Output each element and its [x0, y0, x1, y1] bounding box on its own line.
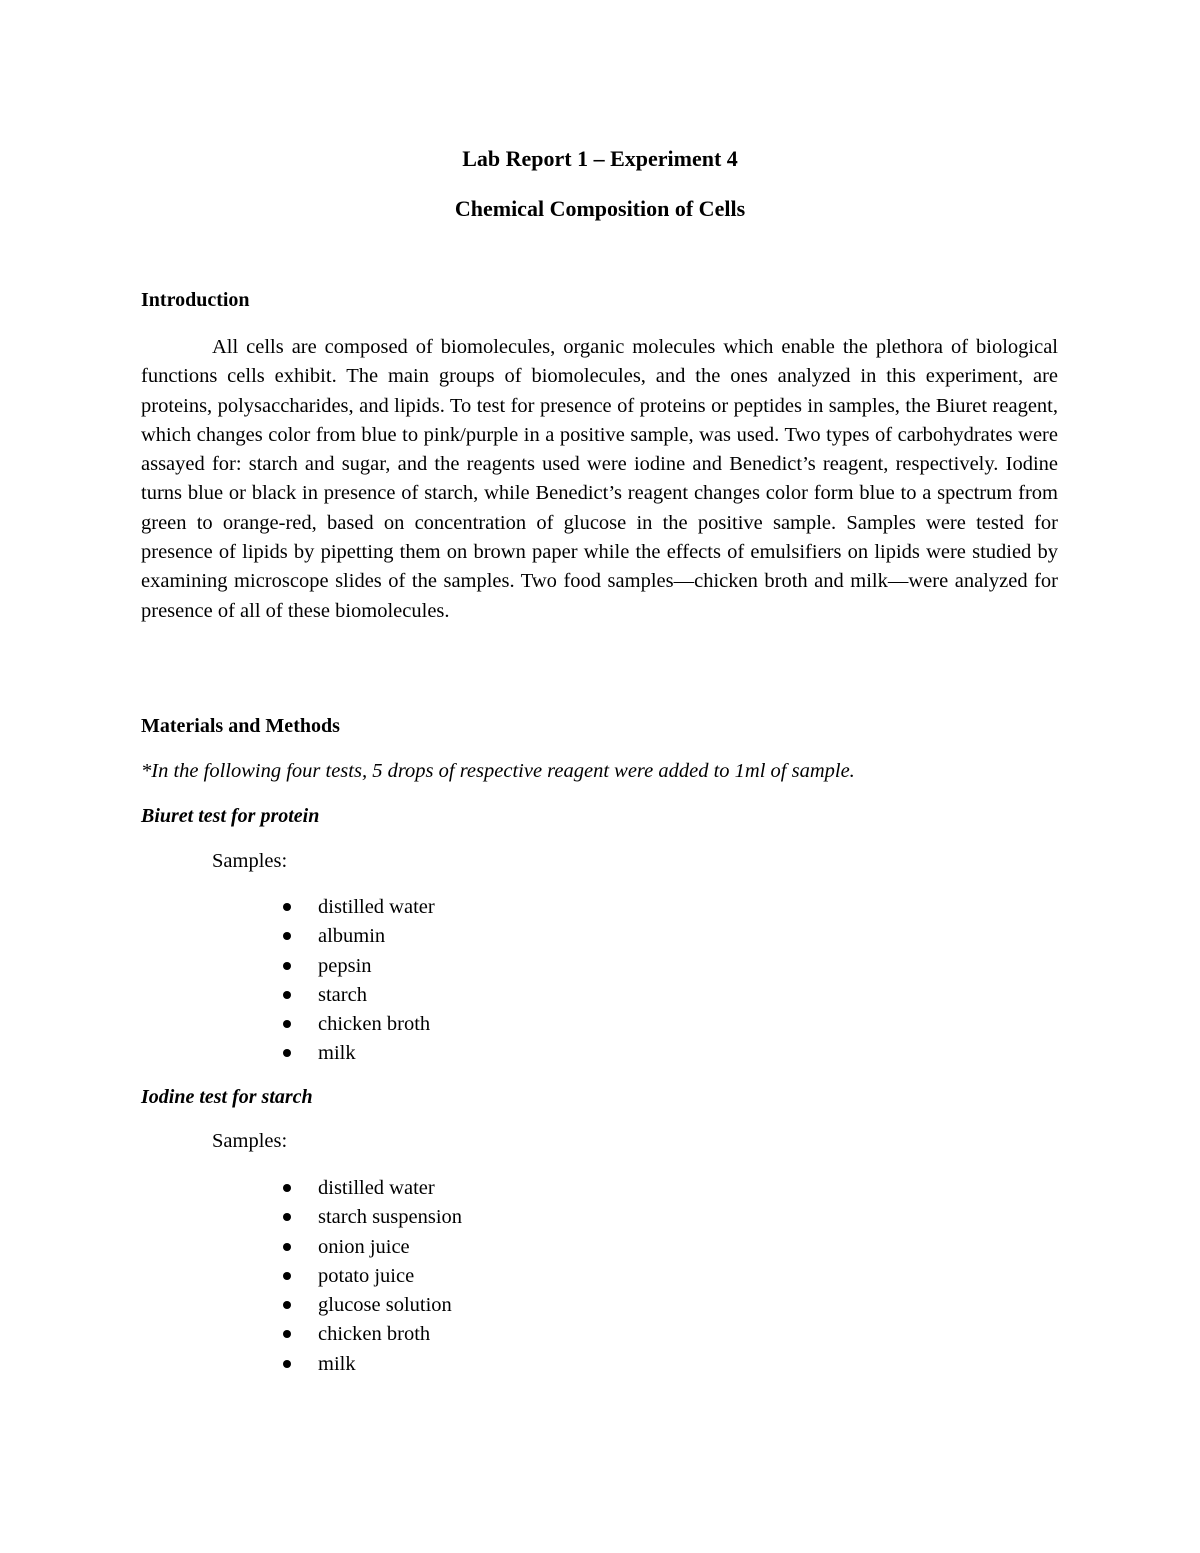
- list-item-label: chicken broth: [318, 1013, 431, 1036]
- list-item-label: distilled water: [318, 896, 435, 918]
- bullet-icon: [283, 1360, 291, 1368]
- list-item-label: albumin: [318, 925, 386, 948]
- document-subtitle: Chemical Composition of Cells: [454, 196, 746, 221]
- bullet-icon: [283, 1301, 291, 1309]
- list-item-label: pepsin: [318, 954, 372, 977]
- list-item: [283, 922, 435, 951]
- list-item-label: distilled water: [318, 1177, 435, 1199]
- materials-methods-heading: Materials and Methods: [141, 715, 340, 737]
- list-item-label: chicken broth: [318, 1323, 431, 1346]
- list-item-label: starch: [318, 983, 367, 1006]
- list-item: [283, 1262, 462, 1291]
- list-item-label: onion juice: [318, 1235, 410, 1258]
- list-item: [283, 1350, 462, 1379]
- list-item: [283, 1203, 462, 1232]
- bullet-icon: [283, 932, 291, 940]
- list-item: [283, 1291, 462, 1320]
- introduction-paragraph: All cells are composed of biomolecules, organic molecules which enable the plethora of biological functions cells exhibit. The main groups of biomolecules, and the ones analyzed in this experiment, are proteins, polysaccharides, and lipids. To test for presence of proteins or peptides in samples, the Biuret reagent, which changes color from blue to pink/purple in a positive sample, was used. Two types of carbohydrates were assayed for: starch and sugar, and the reagents used were iodine and Benedict’s reagent, respectively. Iodine turns blue or black in presence of starch, while Benedict’s reagent changes color form blue to a spectrum from green to orange-red, based on concentration of glucose in the positive sample. Samples were tested for presence of lipids by pipetting them on brown paper while the effects of emulsifiers on lipids were studied by examining microscope slides of the samples. Two food samples—chicken broth and milk—were analyzed for presence of all of these biomolecules.: [141, 336, 1058, 622]
- biuret-sample-list: [283, 893, 435, 1069]
- iodine-samples-label: Samples:: [212, 1130, 288, 1152]
- list-item-label: potato juice: [318, 1264, 415, 1287]
- bullet-icon: [283, 1020, 291, 1028]
- bullet-icon: [283, 1213, 291, 1221]
- list-item: [283, 981, 435, 1010]
- bullet-icon: [283, 991, 291, 999]
- list-item-label: starch suspension: [318, 1206, 463, 1229]
- introduction-heading: Introduction: [141, 289, 250, 311]
- list-item: [283, 1233, 462, 1262]
- document-title: Lab Report 1 – Experiment 4: [462, 146, 738, 171]
- list-item: [283, 1010, 435, 1039]
- list-item: [283, 952, 435, 981]
- bullet-icon: [283, 1272, 291, 1280]
- bullet-icon: [283, 1184, 291, 1192]
- list-item: [283, 1039, 435, 1068]
- list-item: [283, 893, 435, 922]
- biuret-samples-label: Samples:: [212, 850, 288, 872]
- list-item: [283, 1174, 462, 1203]
- list-item: [283, 1320, 462, 1349]
- list-item-label: milk: [318, 1352, 356, 1375]
- bullet-icon: [283, 903, 291, 911]
- list-item-label: milk: [318, 1042, 356, 1065]
- iodine-test-heading: Iodine test for starch: [141, 1086, 313, 1108]
- methods-note: *In the following four tests, 5 drops of respective reagent were added to 1ml of sample.: [141, 760, 855, 782]
- iodine-sample-list: [283, 1174, 462, 1379]
- bullet-icon: [283, 1049, 291, 1057]
- bullet-icon: [283, 962, 291, 970]
- biuret-test-heading: Biuret test for protein: [141, 805, 320, 827]
- bullet-icon: [283, 1243, 291, 1251]
- bullet-icon: [283, 1330, 291, 1338]
- list-item-label: glucose solution: [318, 1294, 452, 1317]
